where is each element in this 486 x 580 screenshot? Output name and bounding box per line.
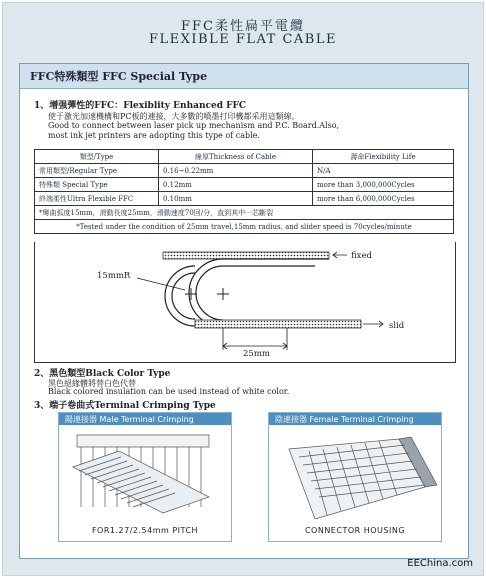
bend-test-diagram bbox=[34, 242, 456, 363]
slider-block bbox=[195, 320, 361, 328]
female-crimp-title: 陰連接器 Female Terminal Crimping bbox=[275, 415, 414, 424]
item2-desc-cn: 黑色絕緣體將替白色代替 bbox=[48, 379, 136, 388]
bend-diagram-svg bbox=[35, 242, 455, 362]
title-chinese: FFC柔性扁平電纜 bbox=[181, 19, 305, 34]
watermark: EEChina.com bbox=[407, 558, 473, 569]
table-cell: more than 3,000,000Cycles bbox=[313, 178, 454, 192]
table-header-cell: 線厚Thickness of Cable bbox=[159, 150, 313, 164]
table-cell: 0.16~0.22mm bbox=[159, 164, 313, 178]
fixed-label: fixed bbox=[351, 251, 372, 261]
table-row bbox=[35, 178, 454, 192]
female-crimp-panel bbox=[268, 412, 442, 542]
item1-desc-en2: most ink jet printers are adopting this type of cable. bbox=[48, 131, 260, 140]
table-cell: 終端柔性Ultra Flexible FFC bbox=[35, 192, 159, 206]
item1-desc-cn: 使于激光加速機構和PC板的連接，大多數的噴墨打印機都采用這類線。 bbox=[48, 112, 300, 121]
section-title: FFC特殊類型 FFC Special Type bbox=[30, 70, 208, 83]
male-crimp-panel bbox=[58, 412, 232, 542]
table-row bbox=[35, 164, 454, 178]
table-cell: more than 6,000,000Cycles bbox=[313, 192, 454, 206]
travel-label: 25mm bbox=[243, 349, 270, 359]
item1-heading: 1、增强彈性的FFC：Flexiblity Enhanced FFC bbox=[34, 101, 247, 111]
slid-label: slid bbox=[389, 321, 405, 331]
table-cell: 0.12mm bbox=[159, 178, 313, 192]
table-header-cell: 類型/Type bbox=[35, 150, 159, 164]
page-frame bbox=[2, 2, 484, 576]
male-crimp-header bbox=[59, 413, 231, 425]
spec-table bbox=[34, 149, 454, 234]
female-crimp-caption: CONNECTOR HOUSING bbox=[304, 526, 406, 535]
fixed-block bbox=[163, 252, 329, 259]
title-english: FLEXIBLE FLAT CABLE bbox=[149, 32, 337, 47]
section-header bbox=[20, 64, 468, 89]
table-cell: 特殊類 Special Type bbox=[35, 178, 159, 192]
page-header bbox=[3, 3, 483, 58]
radius-label: 15mmR bbox=[97, 271, 131, 281]
item1-desc-en1: Good to connect between laser pick up mechanism and P.C. Board.Also, bbox=[48, 121, 340, 130]
table-row bbox=[35, 192, 454, 206]
item2-desc-en: Black colored insulation can be used instead of white color. bbox=[48, 387, 290, 396]
cable-outer-arc bbox=[189, 259, 223, 327]
item3-heading: 3、端子卷曲式Terminal Crimping Type bbox=[34, 401, 216, 411]
cable-inner-arc bbox=[196, 266, 223, 320]
male-crimp-caption: FOR1.27/2.54mm PITCH bbox=[91, 526, 199, 535]
table-note-row bbox=[35, 206, 454, 220]
male-crimp-illustration bbox=[59, 427, 231, 527]
table-note-cn: *彎曲弧度15mm，滑動長度25mm，滑動速度70回/分，直到其中一芯斷裂 bbox=[35, 206, 454, 220]
item2-heading: 2、黑色類型Black Color Type bbox=[34, 369, 171, 379]
female-crimp-header bbox=[269, 413, 441, 425]
table-note-row bbox=[35, 220, 454, 234]
table-header-cell: 壽命Flexibility Life bbox=[313, 150, 454, 164]
male-crimp-title: 陽連接器 Male Terminal Crimping bbox=[65, 415, 194, 424]
table-cell: 0.10mm bbox=[159, 192, 313, 206]
content-card bbox=[19, 63, 469, 559]
table-note-en: *Tested under the condition of 25mm travel,15mm radius, and slider speed is 70cycles/minute bbox=[35, 220, 454, 234]
table-cell: N/A bbox=[313, 164, 454, 178]
table-header-row bbox=[35, 150, 454, 164]
table-cell: 常用類型/Regular Type bbox=[35, 164, 159, 178]
female-crimp-illustration bbox=[269, 427, 441, 527]
